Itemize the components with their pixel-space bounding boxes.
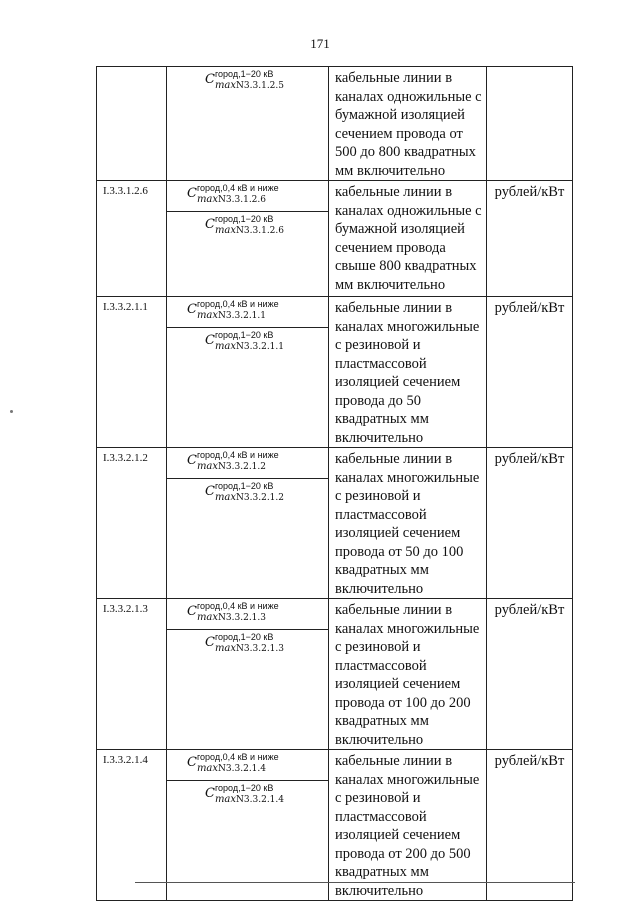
code-cell (97, 181, 167, 297)
row-code: I.3.3.2.1.2 (103, 452, 148, 464)
formula-cell (167, 599, 329, 750)
row-description: кабельные линии в каналах многожильные с резиновой и пластмассовой изоляцией сечением провода до 50 квадратных мм включительно (335, 300, 480, 446)
table-row (97, 750, 573, 901)
formula-low-voltage (167, 448, 328, 478)
formula-subscript (215, 794, 284, 806)
formula-subscript (215, 80, 284, 92)
formula-symbol: C (205, 634, 215, 650)
formula-subscript-index: N3.3.2.1.4 (218, 764, 266, 774)
row-description: кабельные линии в каналах многожильные с резиновой и пластмассовой изоляцией сечением провода от 200 до 500 квадратных мм включительно (335, 753, 480, 899)
formula-subscript-max: max (214, 642, 237, 654)
formula-cell (167, 448, 329, 599)
formula-subscript-max: max (214, 491, 237, 503)
formula-subscript (197, 612, 279, 624)
formula-subscript (215, 225, 284, 237)
formula-subscript-index: N3.3.1.2.6 (218, 195, 266, 205)
formula-mid-voltage (167, 629, 328, 659)
formula-symbol: C (187, 186, 197, 201)
formula-symbol: C (205, 332, 215, 348)
row-description: кабельные линии в каналах одножильные с бумажной изоляцией сечением провода от 500 до 800 квадратных мм включительно (335, 70, 482, 179)
row-unit: рублей/кВт (494, 451, 565, 467)
row-unit: рублей/кВт (494, 753, 565, 769)
tariff-formula (167, 67, 328, 96)
formula-low-voltage (167, 750, 328, 780)
formula-pair (167, 448, 328, 508)
formula-subscript-index: N3.3.2.1.2 (218, 462, 266, 472)
formula-symbol: C (187, 302, 197, 317)
formula-cell (167, 297, 329, 448)
formula-subscript-max: max (214, 224, 237, 236)
formula-subscript-index: N3.3.1.2.6 (236, 225, 284, 236)
formula-subscript-max: max (214, 80, 237, 91)
tariff-formula (167, 212, 328, 241)
description-cell (329, 599, 487, 750)
description-cell (329, 67, 487, 181)
row-description: кабельные линии в каналах многожильные с резиновой и пластмассовой изоляцией сечением провода от 100 до 200 квадратных мм включительно (335, 602, 480, 748)
formula-subscript-index: N3.3.2.1.3 (236, 643, 284, 654)
formula-symbol: C (205, 483, 215, 499)
formula-subscript-index: N3.3.2.1.2 (236, 492, 284, 503)
row-code: I.3.3.2.1.3 (103, 603, 148, 615)
tariff-table (96, 66, 573, 901)
formula-mid-voltage (167, 67, 328, 96)
formula-symbol: C (187, 453, 197, 468)
formula-subscript-max: max (214, 793, 237, 805)
formula-symbol: C (205, 72, 215, 87)
formula-subscript-index: N3.3.2.1.4 (236, 794, 284, 805)
row-unit (487, 67, 572, 70)
table-row (97, 181, 573, 297)
formula-symbol: C (187, 755, 197, 770)
tariff-formula (167, 297, 328, 326)
unit-cell (487, 448, 573, 599)
code-cell (97, 750, 167, 901)
formula-symbol: C (205, 216, 215, 232)
formula-subscript (215, 341, 284, 353)
code-cell (97, 599, 167, 750)
formula-superscript: город,0,4 кВ и ниже (196, 299, 279, 309)
row-unit: рублей/кВт (494, 300, 565, 316)
page-number: 171 (310, 36, 330, 51)
unit-cell (487, 750, 573, 901)
formula-superscript: город,1−20 кВ (214, 480, 274, 491)
tariff-formula (167, 328, 328, 357)
formula-subscript-index: N3.3.2.1.3 (218, 613, 266, 623)
code-cell (97, 67, 167, 181)
tariff-formula (167, 479, 328, 508)
formula-symbol: C (187, 604, 197, 619)
tariff-table-body (97, 67, 573, 901)
table-row (97, 297, 573, 448)
description-cell (329, 448, 487, 599)
tariff-formula (167, 181, 328, 210)
formula-superscript: город,0,4 кВ и ниже (196, 450, 279, 460)
table-row (97, 448, 573, 599)
row-description: кабельные линии в каналах одножильные с бумажной изоляцией сечением провода свыше 800 квадратных мм включительно (335, 184, 482, 293)
formula-mid-voltage (167, 478, 328, 508)
tariff-formula (167, 448, 328, 477)
formula-superscript: город,0,4 кВ и ниже (196, 601, 279, 611)
formula-subscript (197, 763, 279, 775)
formula-subscript-index: N3.3.1.2.5 (236, 81, 284, 91)
description-cell (329, 297, 487, 448)
formula-superscript: город,1−20 кВ (214, 782, 274, 793)
formula-pair (167, 181, 328, 241)
formula-low-voltage (167, 181, 328, 211)
code-cell (97, 297, 167, 448)
formula-pair (167, 297, 328, 357)
formula-low-voltage (167, 297, 328, 327)
formula-mid-voltage (167, 211, 328, 241)
unit-cell (487, 67, 573, 181)
unit-cell (487, 599, 573, 750)
row-code: I.3.3.1.2.6 (103, 185, 148, 197)
formula-mid-voltage (167, 327, 328, 357)
formula-subscript (197, 461, 279, 473)
formula-subscript-index: N3.3.2.1.1 (236, 341, 284, 352)
formula-subscript-max: max (196, 612, 219, 623)
row-unit: рублей/кВт (494, 602, 565, 618)
description-cell (329, 181, 487, 297)
formula-subscript-max: max (196, 461, 219, 472)
formula-symbol: C (205, 785, 215, 801)
page-bottom-rule (135, 882, 575, 883)
formula-superscript: город,1−20 кВ (214, 631, 274, 642)
formula-superscript: город,0,4 кВ и ниже (196, 752, 279, 762)
formula-subscript (215, 643, 284, 655)
tariff-formula (167, 599, 328, 628)
formula-mid-voltage (167, 780, 328, 810)
formula-low-voltage (167, 599, 328, 629)
formula-superscript: город,1−20 кВ (214, 69, 274, 79)
tariff-formula (167, 630, 328, 659)
tariff-formula (167, 750, 328, 779)
formula-cell (167, 67, 329, 181)
formula-subscript-max: max (196, 310, 219, 321)
formula-subscript (197, 310, 279, 322)
row-code: I.3.3.2.1.4 (103, 754, 148, 766)
unit-cell (487, 297, 573, 448)
formula-subscript-index: N3.3.2.1.1 (218, 311, 266, 321)
row-code (97, 67, 166, 71)
code-cell (97, 448, 167, 599)
formula-superscript: город,1−20 кВ (214, 329, 274, 340)
row-description: кабельные линии в каналах многожильные с резиновой и пластмассовой изоляцией сечением провода от 50 до 100 квадратных мм включительно (335, 451, 480, 597)
description-cell (329, 750, 487, 901)
unit-cell (487, 181, 573, 297)
formula-subscript-max: max (196, 763, 219, 774)
table-row (97, 599, 573, 750)
formula-cell (167, 181, 329, 297)
row-code: I.3.3.2.1.1 (103, 301, 148, 313)
formula-pair (167, 599, 328, 659)
formula-subscript-max: max (196, 194, 219, 205)
table-row (97, 67, 573, 181)
formula-subscript-max: max (214, 340, 237, 352)
row-unit: рублей/кВт (494, 184, 565, 200)
tariff-formula (167, 781, 328, 810)
formula-superscript: город,0,4 кВ и ниже (196, 183, 279, 193)
formula-pair (167, 750, 328, 810)
scan-speck (10, 410, 13, 413)
formula-superscript: город,1−20 кВ (214, 213, 274, 224)
formula-cell (167, 750, 329, 901)
formula-subscript (215, 492, 284, 504)
formula-subscript (197, 194, 279, 206)
